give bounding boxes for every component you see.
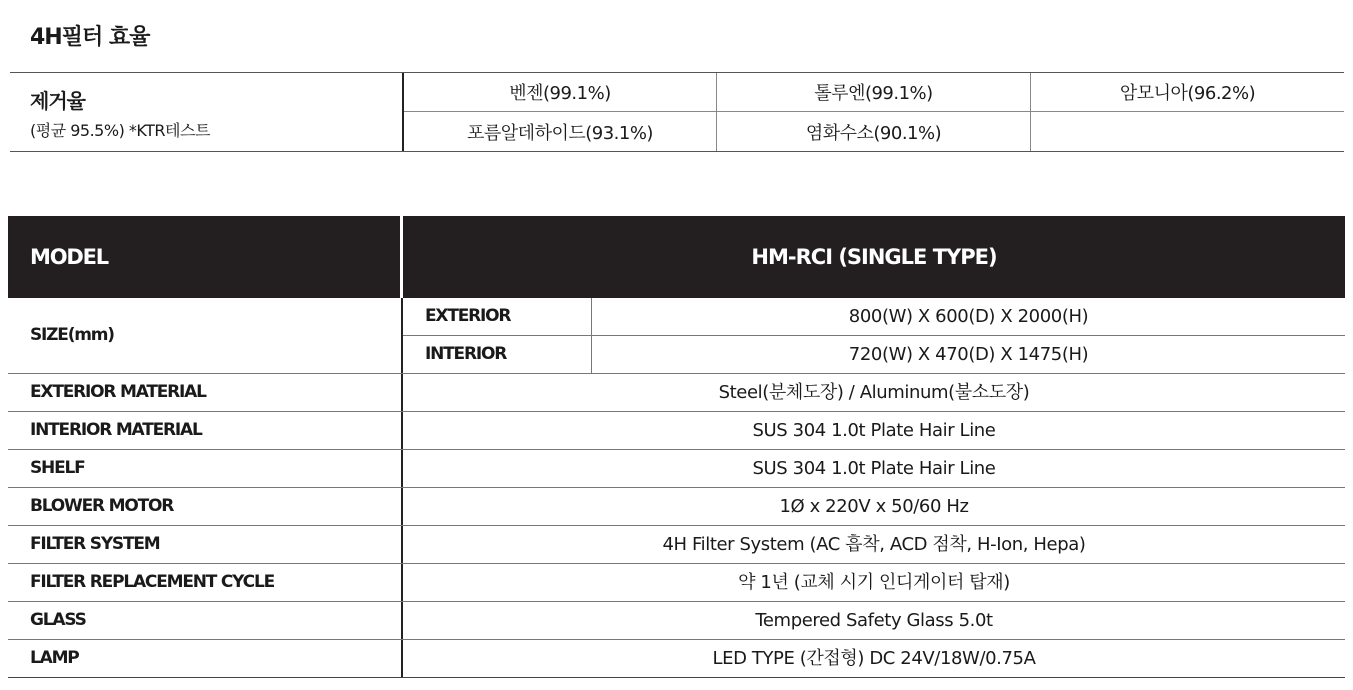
spec-value: SUS 304 1.0t Plate Hair Line (752, 420, 996, 441)
interior-label: INTERIOR (425, 344, 507, 364)
spec-row (8, 602, 1345, 640)
size-exterior-row (403, 298, 1345, 336)
spec-value: SUS 304 1.0t Plate Hair Line (752, 458, 996, 479)
spec-row (8, 374, 1345, 412)
spec-row (8, 564, 1345, 602)
model-header: MODEL (30, 245, 108, 269)
efficiency-cell: 염화수소(90.1%) (717, 112, 1031, 151)
spec-key: SHELF (30, 458, 85, 478)
spec-row (8, 640, 1345, 678)
size-row (8, 298, 1345, 374)
model-name: HM-RCI (SINGLE TYPE) (751, 245, 997, 269)
spec-key: FILTER SYSTEM (30, 534, 160, 554)
efficiency-grid (404, 73, 1344, 151)
removal-rate-label: 제거율 (30, 89, 85, 113)
spec-key: EXTERIOR MATERIAL (30, 382, 206, 402)
spec-header-row (8, 216, 1345, 298)
spec-row (8, 450, 1345, 488)
spec-table (8, 216, 1345, 678)
spec-row (8, 526, 1345, 564)
spec-key: INTERIOR MATERIAL (30, 420, 202, 440)
efficiency-label-cell (10, 73, 404, 151)
efficiency-cell: 벤젠(99.1%) (404, 73, 717, 112)
efficiency-cell: 포름알데하이드(93.1%) (404, 112, 717, 151)
spec-row (8, 488, 1345, 526)
exterior-label: EXTERIOR (425, 306, 511, 326)
exterior-value: 800(W) X 600(D) X 2000(H) (848, 306, 1089, 327)
efficiency-cell: 암모니아(96.2%) (1031, 73, 1344, 112)
spec-key: FILTER REPLACEMENT CYCLE (30, 572, 274, 592)
size-interior-row (403, 336, 1345, 373)
section-title: 4H필터 효율 (30, 25, 150, 50)
spec-key: GLASS (30, 610, 86, 630)
efficiency-cell (1031, 112, 1344, 151)
spec-row (8, 412, 1345, 450)
filter-efficiency-table (10, 72, 1344, 152)
spec-value: Tempered Safety Glass 5.0t (755, 610, 993, 631)
spec-key: BLOWER MOTOR (30, 496, 174, 516)
spec-value: 1Ø x 220V x 50/60 Hz (779, 496, 969, 517)
spec-key: LAMP (30, 648, 79, 668)
spec-value: Steel(분체도장) / Aluminum(불소도장) (718, 382, 1030, 403)
efficiency-cell: 톨루엔(99.1%) (717, 73, 1031, 112)
spec-value: LED TYPE (간접형) DC 24V/18W/0.75A (712, 648, 1036, 669)
interior-value: 720(W) X 470(D) X 1475(H) (848, 344, 1089, 365)
spec-value: 약 1년 (교체 시기 인디게이터 탑재) (738, 572, 1010, 593)
spec-value: 4H Filter System (AC 흡착, ACD 점착, H-Ion, Hepa) (662, 534, 1086, 555)
removal-rate-sublabel: (평균 95.5%) *KTR테스트 (30, 121, 210, 140)
size-label: SIZE(mm) (30, 325, 114, 345)
